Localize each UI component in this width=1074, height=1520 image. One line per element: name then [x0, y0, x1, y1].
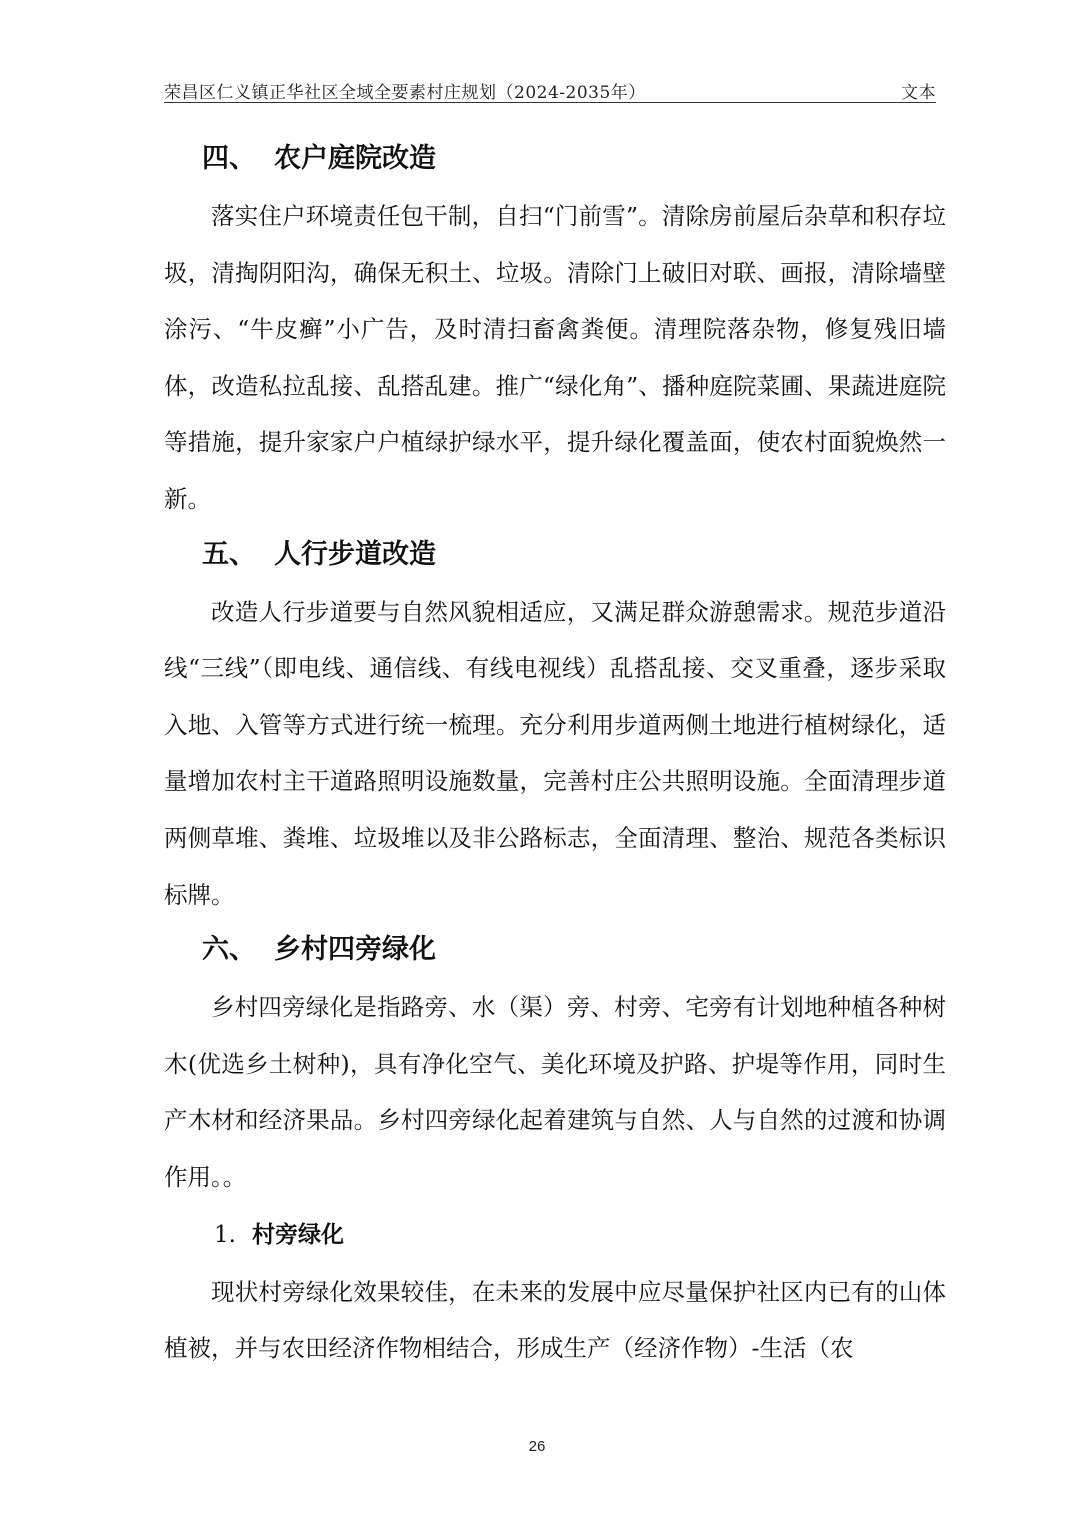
subsection-paragraph: 现状村旁绿化效果较佳，在未来的发展中应尽量保护社区内已有的山体植被，并与农田经济作物相结合，形成生产（经济作物）-生活（农: [164, 1277, 946, 1363]
subsection-number: 1.: [214, 1221, 236, 1248]
section-paragraph: 落实住户环境责任包干制，自扫“门前雪”。清除房前屋后杂草和积存垃圾，清掏阴阳沟，确保无积土、垃圾。清除门上破旧对联、画报，清除墙壁涂污、“牛皮癣”小广告，及时清扫畜禽粪便。清理院落杂物，修复残旧墙体，改造私拉乱接、乱搭乱建。推广“绿化角”、播种庭院菜圃、果蔬进庭院等措施，提升家家户户植绿护绿水平，提升绿化覆盖面，使农村面貌焕然一新。: [164, 202, 946, 513]
section-heading-5: [202, 528, 946, 582]
subsection-title: 村旁绿化: [252, 1221, 344, 1248]
section-title: 人行步道改造: [274, 538, 436, 570]
section-number: 六、: [202, 934, 256, 966]
section-title: 农户庭院改造: [274, 143, 436, 174]
section-heading-4: [202, 132, 946, 186]
section-number: 四、: [202, 143, 256, 174]
section-paragraph: 乡村四旁绿化是指路旁、水（渠）旁、村旁、宅旁有计划地种植各种树木(优选乡土树种)，具有净化空气、美化环境及护路、护堤等作用，同时生产木材和经济果品。乡村四旁绿化起着建筑与自然、人与自然的过渡和协调作用。。: [164, 993, 946, 1191]
subsection-heading: [214, 1206, 946, 1264]
running-header: [164, 78, 936, 103]
header-divider: [164, 102, 936, 103]
page-number: 26: [528, 1438, 546, 1455]
section-paragraph: 改造人行步道要与自然风貌相适应，又满足群众游憩需求。规范步道沿线“三线”（即电线、通信线、有线电视线）乱搭乱接、交叉重叠，逐步采取入地、入管等方式进行统一梳理。充分利用步道两侧土地进行植树绿化，适量增加农村主干道路照明设施数量，完善村庄公共照明设施。全面清理步道两侧草堆、粪堆、垃圾堆以及非公路标志，全面清理、整治、规范各类标识标牌。: [164, 597, 946, 909]
header-doc-type: 文本: [901, 83, 936, 103]
header-title: 荣昌区仁义镇正华社区全域全要素村庄规划（2024-2035年）: [164, 83, 646, 103]
section-title: 乡村四旁绿化: [274, 934, 436, 966]
page-body: [164, 132, 946, 1377]
section-heading-6: [202, 923, 946, 977]
section-number: 五、: [202, 538, 256, 570]
